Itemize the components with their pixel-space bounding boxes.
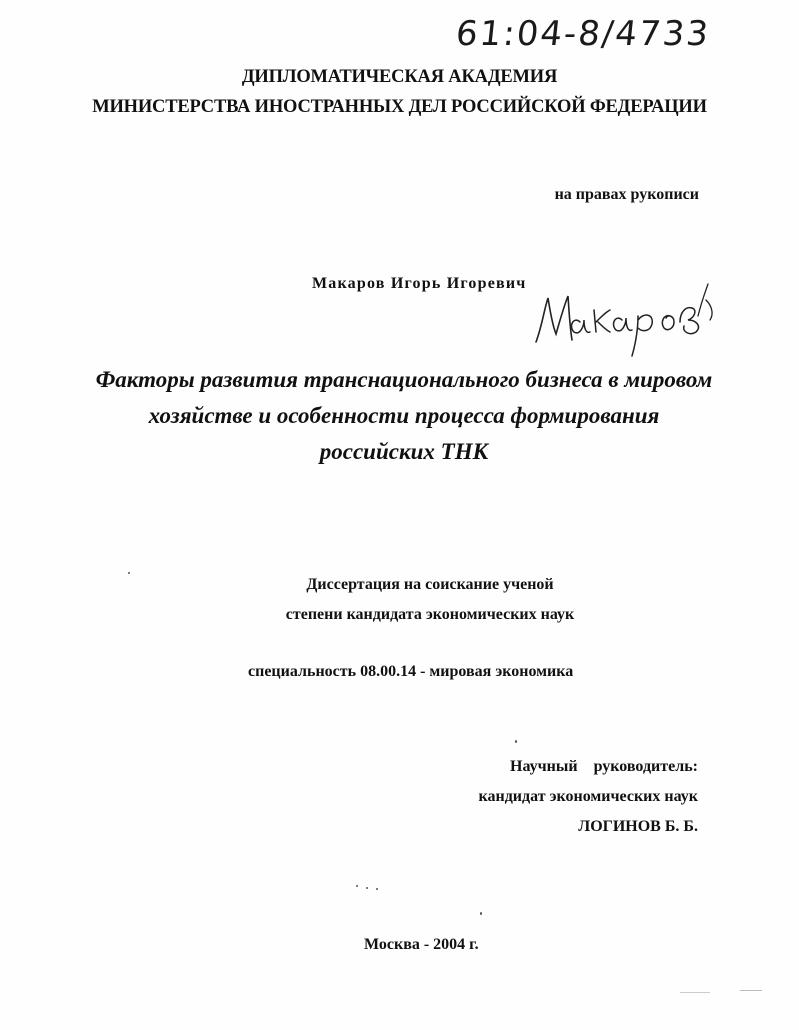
- supervisor-block: [479, 752, 698, 842]
- institution-line-2: МИНИСТЕРСТВА ИНОСТРАННЫХ ДЕЛ РОССИЙСКОЙ ФЕДЕРАЦИИ: [92, 97, 707, 117]
- scan-speck: [480, 912, 482, 915]
- author-name: Макаров Игорь Игоревич: [312, 275, 527, 292]
- author-signature: [530, 276, 720, 366]
- scan-speck: [740, 990, 762, 991]
- scan-speck: [515, 740, 517, 743]
- supervisor-degree: кандидат экономических наук: [478, 788, 698, 805]
- city-year: Москва - 2004 г.: [364, 936, 479, 953]
- scan-speck: [366, 887, 368, 889]
- institution-header: [0, 62, 799, 122]
- manuscript-note: на правах рукописи: [554, 186, 699, 203]
- supervisor-name: ЛОГИНОВ Б. Б.: [578, 818, 698, 835]
- institution-line-1: ДИПЛОМАТИЧЕСКАЯ АКАДЕМИЯ: [241, 67, 558, 87]
- degree-statement: [0, 570, 799, 630]
- scan-speck: [680, 992, 710, 993]
- degree-line-1: Диссертация на соискание ученой: [306, 576, 554, 593]
- archive-code: 61:04-8/4733: [453, 14, 712, 54]
- degree-line-2: степени кандидата экономических наук: [285, 606, 575, 623]
- title-line-2: хозяйстве и особенности процесса формирования: [148, 403, 660, 428]
- scan-speck: [376, 888, 378, 890]
- supervisor-role: Научный руководитель:: [510, 758, 698, 775]
- specialty: специальность 08.00.14 - мировая экономика: [248, 663, 574, 680]
- dissertation-title: [0, 362, 799, 470]
- title-line-3: российских ТНК: [319, 439, 489, 464]
- scan-speck: [128, 572, 130, 574]
- title-line-1: Факторы развития транснационального бизнеса в мировом: [95, 367, 713, 392]
- scan-speck: [356, 885, 358, 887]
